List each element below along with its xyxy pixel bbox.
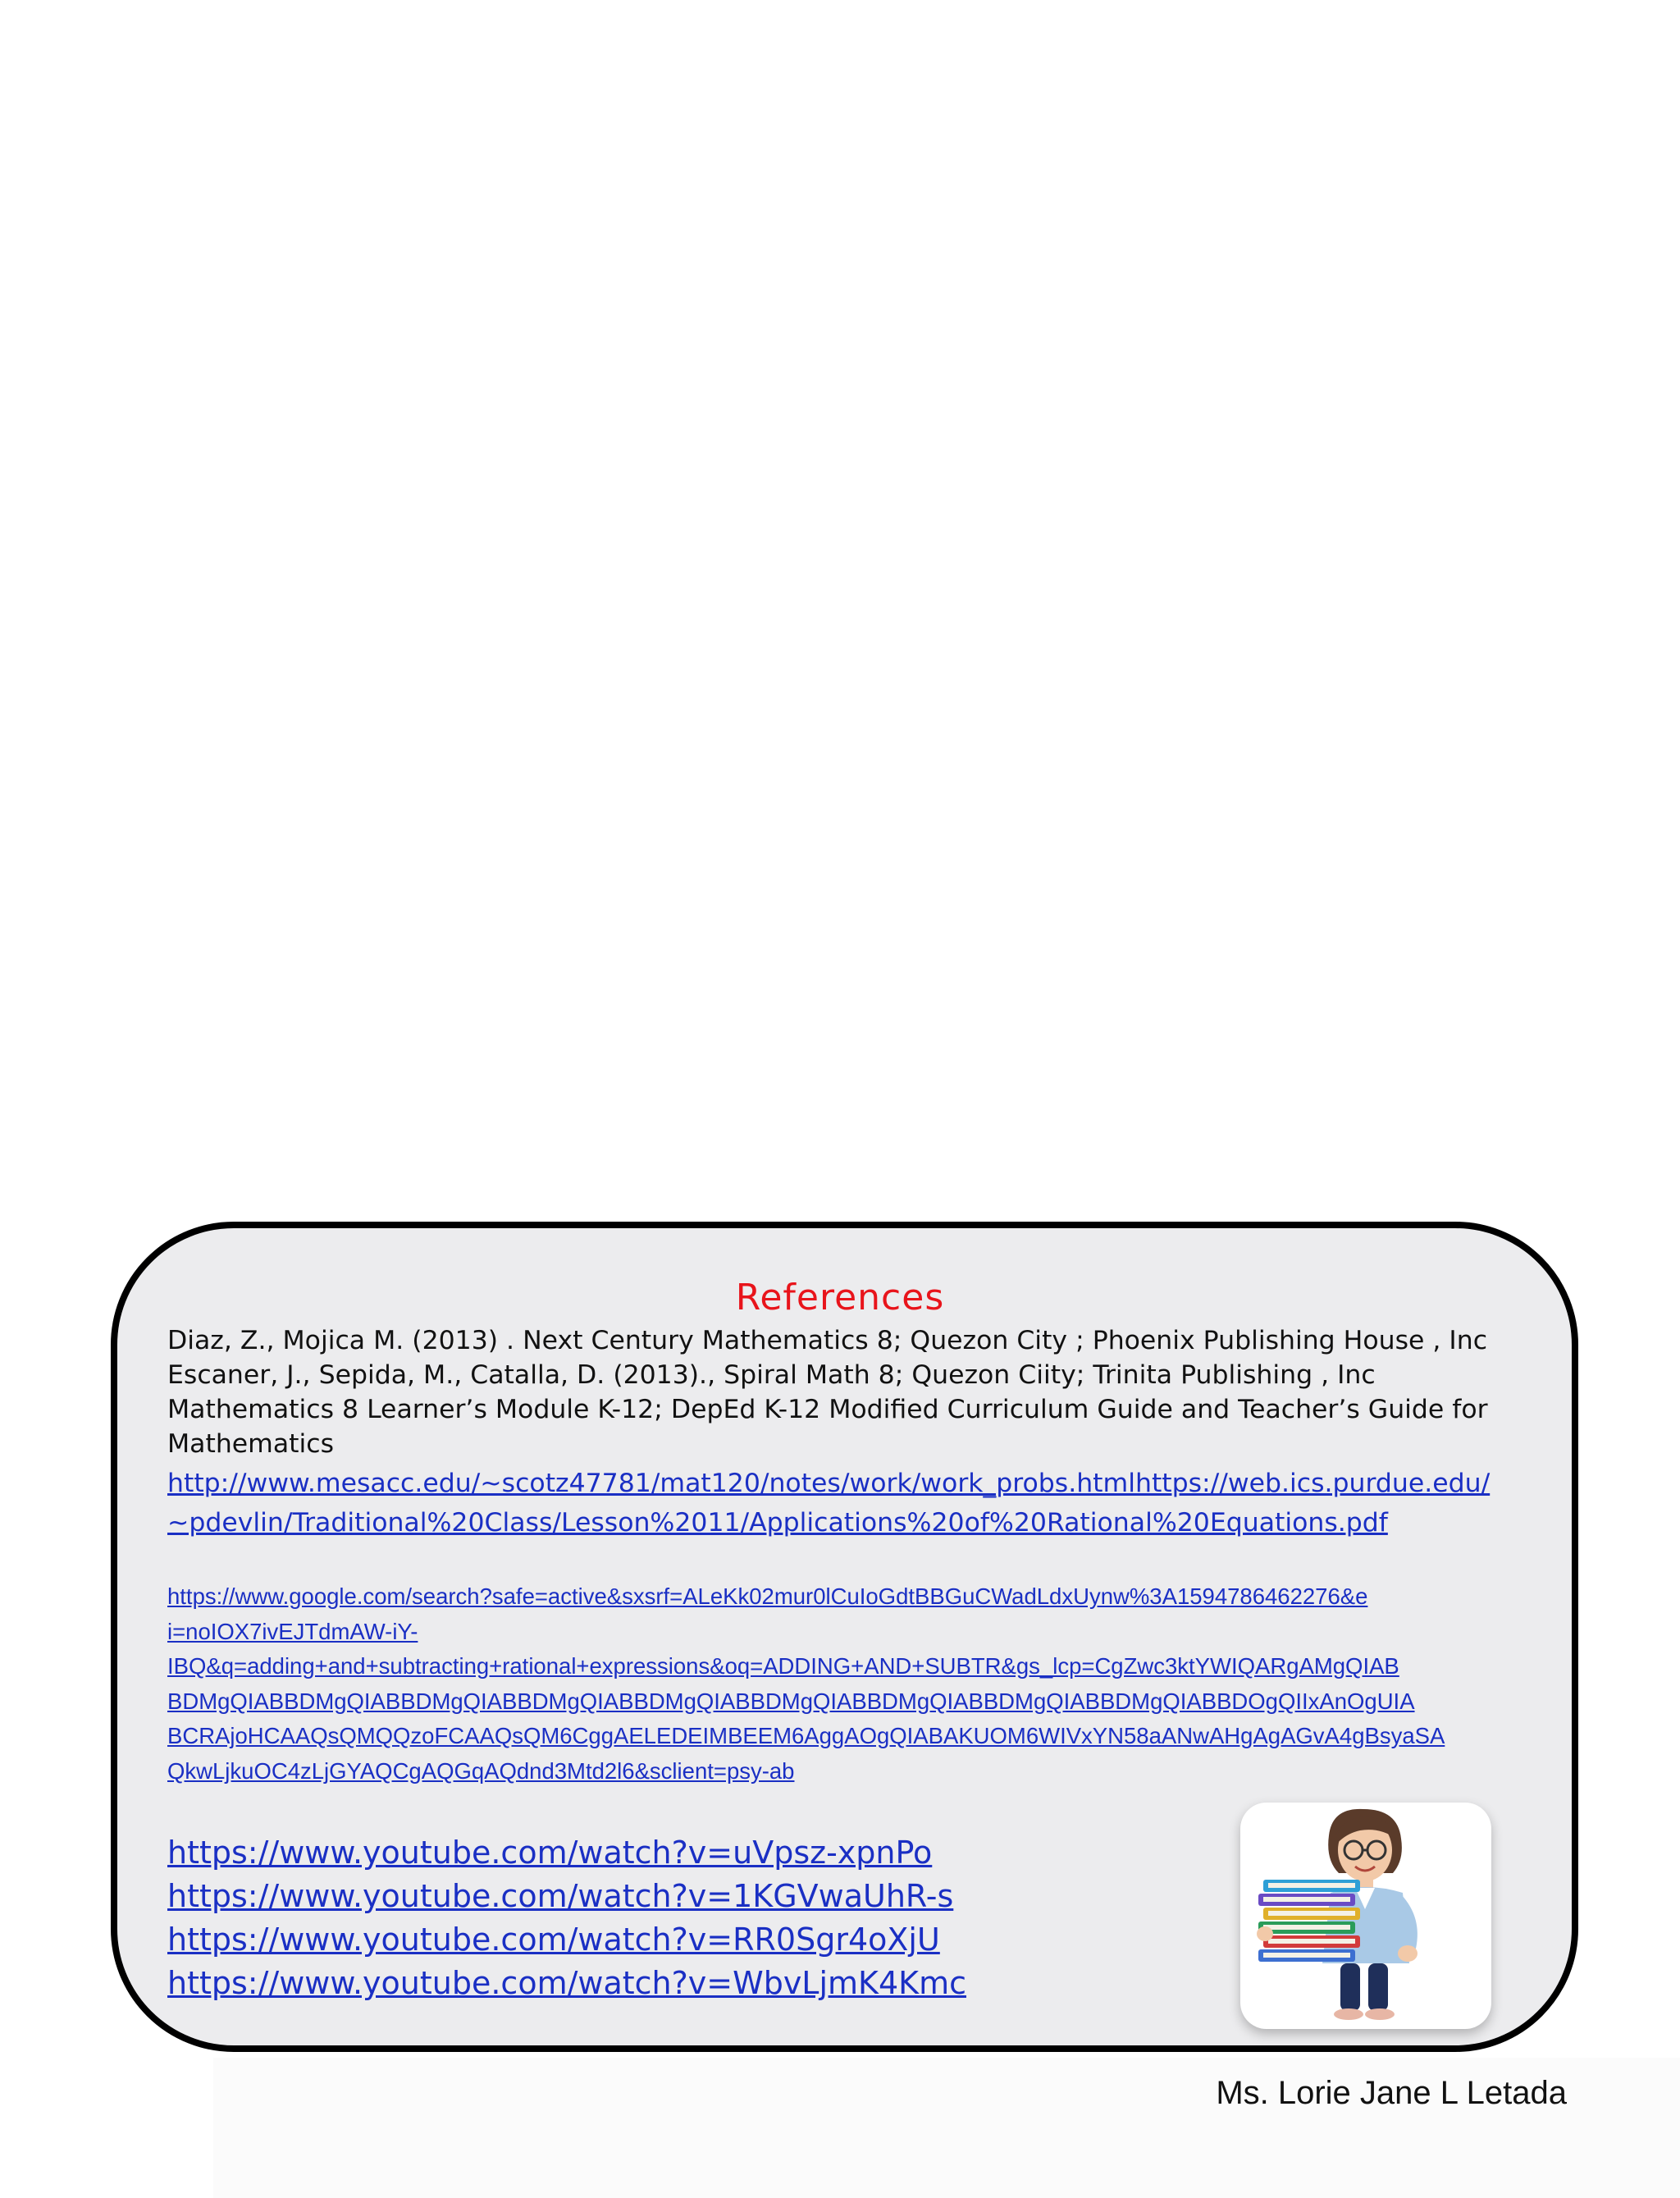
link-line[interactable]: ~pdevlin/Traditional%20Class/Lesson%2011/Applications%20of%20Rational%20Equations.pdf — [167, 1508, 1388, 1538]
reference-entry: Diaz, Z., Mojica M. (2013) . Next Century Mathematics 8; Quezon City ; Phoenix Publishing House , Inc — [167, 1326, 1488, 1355]
reference-entry: Mathematics 8 Learner’s Module K-12; DepEd K-12 Modified Curriculum Guide and Teacher’s Guide for — [167, 1395, 1488, 1424]
teacher-avatar-icon — [1240, 1803, 1491, 2029]
youtube-links — [167, 1831, 966, 2005]
book-pages — [1263, 1897, 1350, 1902]
book-pages — [1268, 1939, 1355, 1944]
link-line[interactable]: BCRAjoHCAAQsQMQQzoFCAAQsQM6CggAELEDEIMBEEM6AggAOgQIABAKUOM6WIVxYN58aANwAHgAgAGvA4gBsyaSA — [167, 1723, 1445, 1748]
references-title: References — [735, 1277, 945, 1318]
youtube-link[interactable]: https://www.youtube.com/watch?v=1KGVwaUhR-s — [167, 1878, 954, 1914]
book-pages — [1268, 1911, 1355, 1916]
book-pages — [1263, 1953, 1350, 1958]
book-pages — [1263, 1925, 1350, 1930]
author-name: Ms. Lorie Jane L Letada — [1216, 2075, 1567, 2111]
link-line[interactable]: https://www.google.com/search?safe=active&sxsrf=ALeKk02mur0lCuIoGdtBBGuCWadLdxUynw%3A1594786462276&e — [167, 1583, 1368, 1609]
link-line[interactable]: IBQ&q=adding+and+subtracting+rational+expressions&oq=ADDING+AND+SUBTR&gs_lcp=CgZwc3ktYWIQARgAMgQIAB — [167, 1653, 1399, 1679]
link-line[interactable]: BDMgQIABBDMgQIABBDMgQIABBDMgQIABBDMgQIABBDMgQIABBDMgQIABBDMgQIABBDMgQIABBDOgQIIxAnOgUIA — [167, 1688, 1415, 1714]
teacher-carrying-books-icon — [1240, 1803, 1491, 2029]
book-pages — [1268, 1883, 1355, 1888]
google-search-link[interactable] — [167, 1579, 1578, 1789]
youtube-link[interactable]: https://www.youtube.com/watch?v=WbvLjmK4Kmc — [167, 1965, 966, 2001]
link-line[interactable]: i=noIOX7ivEJTdmAW-iY- — [167, 1618, 418, 1644]
youtube-link[interactable]: https://www.youtube.com/watch?v=RR0Sgr4oXjU — [167, 1922, 940, 1958]
youtube-link[interactable]: https://www.youtube.com/watch?v=uVpsz-xpnPo — [167, 1835, 933, 1871]
link-line[interactable]: http://www.mesacc.edu/~scotz47781/mat120/notes/work/work_probs.htmlhttps://web.ics.purdue.edu/ — [167, 1469, 1491, 1498]
mesacc-purdue-link[interactable] — [167, 1464, 1578, 1542]
hand — [1257, 1926, 1273, 1941]
reference-entry: Escaner, J., Sepida, M., Catalla, D. (2013)., Spiral Math 8; Quezon Ciity; Trinita Publishing , Inc — [167, 1360, 1376, 1390]
link-line[interactable]: QkwLjkuOC4zLjGYAQCgAQGqAQdnd3Mtd2l6&sclient=psy-ab — [167, 1757, 795, 1784]
references-list — [167, 1323, 1562, 1461]
reference-entry: Mathematics — [167, 1429, 334, 1459]
